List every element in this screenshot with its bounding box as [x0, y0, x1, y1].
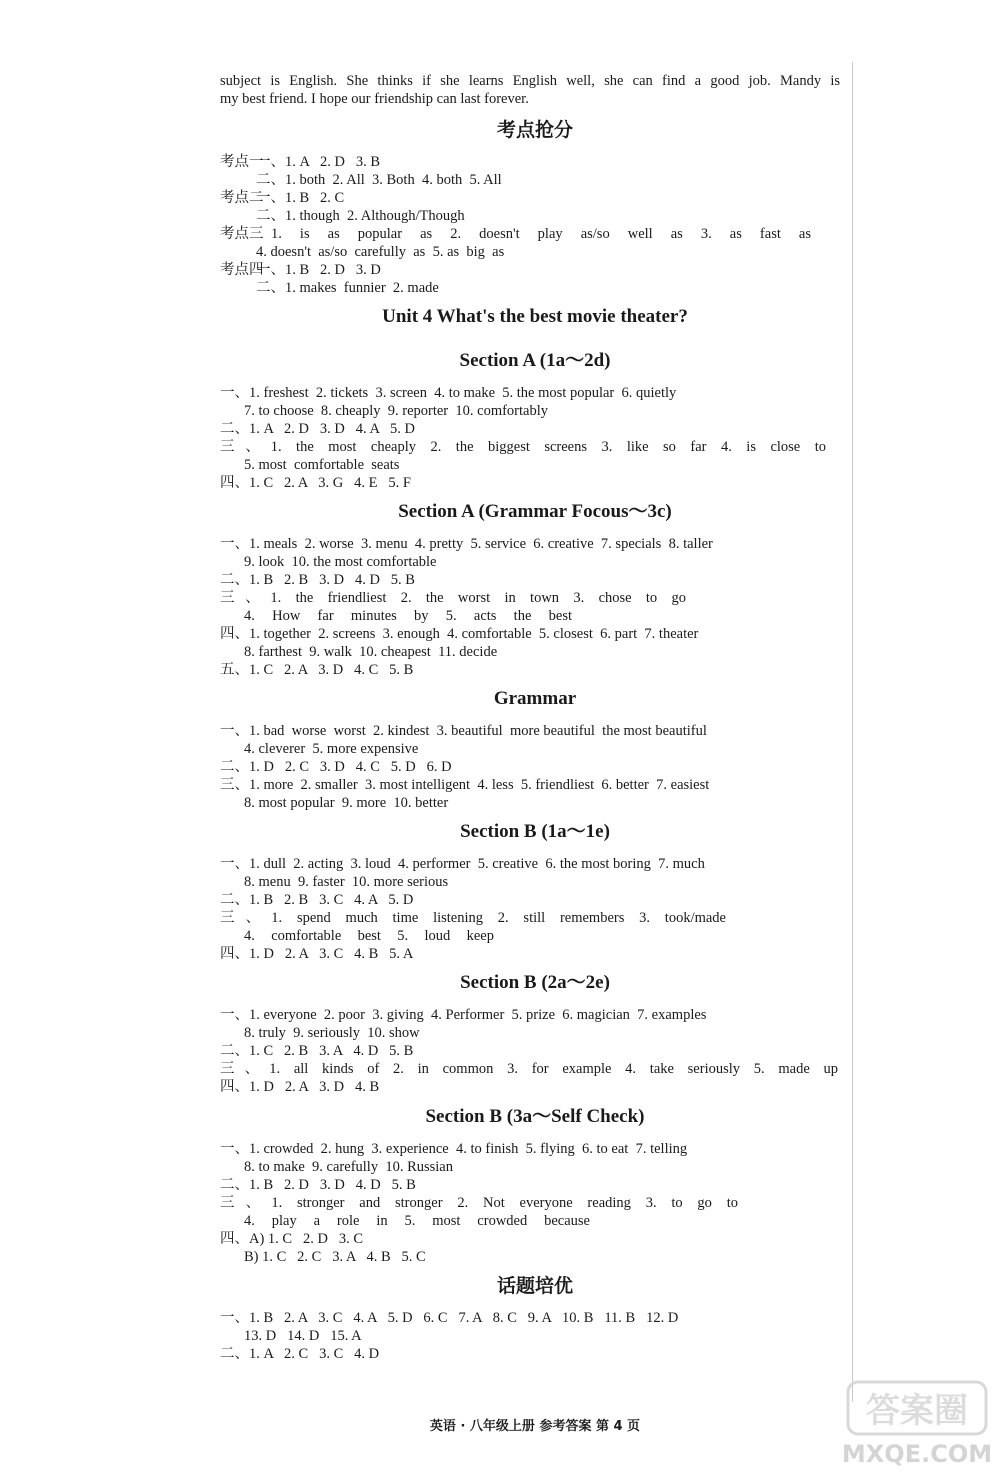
grammar-line: 二、1. D 2. C 3. D 4. C 5. D 6. D — [220, 759, 452, 775]
kaodian-4-line-2: 二、1. makes funnier 2. made — [256, 280, 439, 296]
sa2-line: 4. How far minutes by 5. acts the best — [244, 608, 572, 624]
answer-stamp-logo-icon — [842, 1380, 992, 1470]
topic-line: 二、1. A 2. C 3. C 4. D — [220, 1346, 380, 1362]
sa2-line: 8. farthest 9. walk 10. cheapest 11. decide — [244, 644, 498, 660]
topic-heading: 话题培优 — [496, 1275, 573, 1297]
intro-line-2: my best friend. I hope our friendship can last forever. — [220, 91, 529, 107]
section-b-1a-1e-heading: Section B (1a～1e) — [460, 821, 610, 842]
kaodian-1-line-1: 一、1. A 2. D 3. B — [256, 154, 381, 170]
svg-text:MXQE.COM: MXQE.COM — [842, 1440, 992, 1468]
kaodian-2-label: 考点二 — [220, 190, 264, 206]
sa2-line: 五、1. C 2. A 3. D 4. C 5. B — [220, 662, 414, 678]
sb3-line: 三、1. stronger and stronger 2. Not everyone reading 3. to go to — [220, 1195, 738, 1211]
topic-line: 13. D 14. D 15. A — [244, 1328, 362, 1344]
sb3-line: B) 1. C 2. C 3. A 4. B 5. C — [244, 1249, 426, 1265]
sa2-line: 三、1. the friendliest 2. the worst in town 3. chose to go — [220, 590, 686, 606]
kaodian-3-label: 考点三 — [220, 226, 264, 242]
sa2-line: 9. look 10. the most comfortable — [244, 554, 437, 570]
kaodian-3-line-2: 4. doesn't as/so carefully as 5. as big as — [256, 244, 505, 260]
sb2-line: 一、1. everyone 2. poor 3. giving 4. Performer 5. prize 6. magician 7. examples — [220, 1007, 707, 1023]
sb1-line: 一、1. dull 2. acting 3. loud 4. performer 5. creative 6. the most boring 7. much — [220, 856, 705, 872]
kaodian-2-line-1: 一、1. B 2. C — [256, 190, 345, 206]
page-footer: 英语 · 八年级上册 参考答案 第 4 页 — [429, 1419, 641, 1434]
sa1-line: 5. most comfortable seats — [244, 457, 400, 473]
sa1-line: 三、1. the most cheaply 2. the biggest screens 3. like so far 4. is close to — [220, 439, 826, 455]
sb1-line: 二、1. B 2. B 3. C 4. A 5. D — [220, 892, 414, 908]
section-a-1a-2d-heading: Section A (1a～2d) — [459, 350, 611, 371]
sb3-line: 4. play a role in 5. most crowded because — [244, 1213, 590, 1229]
sb1-line: 四、1. D 2. A 3. C 4. B 5. A — [220, 946, 414, 962]
grammar-line: 一、1. bad worse worst 2. kindest 3. beautiful more beautiful the most beautiful — [220, 723, 707, 739]
section-b-2a-2e-heading: Section B (2a～2e) — [460, 972, 610, 993]
grammar-line: 4. cleverer 5. more expensive — [244, 741, 419, 757]
sb1-line: 4. comfortable best 5. loud keep — [244, 928, 494, 944]
unit-title: Unit 4 What's the best movie theater? — [382, 306, 688, 327]
sb1-line: 8. menu 9. faster 10. more serious — [244, 874, 449, 890]
sa1-line: 一、1. freshest 2. tickets 3. screen 4. to make 5. the most popular 6. quietly — [220, 385, 677, 401]
intro-line-1: subject is English. She thinks if she learns English well, she can find a good job. Mandy is — [220, 73, 840, 89]
sb1-line: 三、1. spend much time listening 2. still remembers 3. took/made — [220, 910, 726, 926]
sb2-line: 二、1. C 2. B 3. A 4. D 5. B — [220, 1043, 414, 1059]
sb3-line: 一、1. crowded 2. hung 3. experience 4. to finish 5. flying 6. to eat 7. telling — [220, 1141, 688, 1157]
sa1-line: 四、1. C 2. A 3. G 4. E 5. F — [220, 475, 411, 491]
section-b-3a-self-check-heading: Section B (3a～Self Check) — [425, 1106, 645, 1127]
grammar-line: 三、1. more 2. smaller 3. most intelligent 4. less 5. friendliest 6. better 7. easiest — [220, 777, 710, 793]
kaodian-4-line-1: 一、1. B 2. D 3. D — [256, 262, 381, 278]
sa2-line: 四、1. together 2. screens 3. enough 4. comfortable 5. closest 6. part 7. theater — [220, 626, 699, 642]
kaodian-heading: 考点抢分 — [496, 119, 573, 141]
kaodian-1-label: 考点一 — [220, 154, 264, 170]
kaodian-1-line-2: 二、1. both 2. All 3. Both 4. both 5. All — [256, 172, 502, 188]
sb2-line: 三、1. all kinds of 2. in common 3. for example 4. take seriously 5. made up — [220, 1061, 838, 1077]
kaodian-4-label: 考点四 — [220, 262, 264, 278]
sb2-line: 四、1. D 2. A 3. D 4. B — [220, 1079, 380, 1095]
kaodian-2-line-2: 二、1. though 2. Although/Though — [256, 208, 465, 224]
sa1-line: 7. to choose 8. cheaply 9. reporter 10. comfortably — [244, 403, 549, 419]
svg-text:答案圈: 答案圈 — [866, 1391, 968, 1431]
topic-line: 一、1. B 2. A 3. C 4. A 5. D 6. C 7. A 8. C 9. A 10. B 11. B 12. D — [220, 1310, 679, 1326]
sb3-line: 二、1. B 2. D 3. D 4. D 5. B — [220, 1177, 416, 1193]
sb3-line: 四、A) 1. C 2. D 3. C — [220, 1231, 363, 1247]
section-a-grammar-focus-heading: Section A (Grammar Focous～3c) — [398, 501, 672, 522]
kaodian-3-line-1: 1. is as popular as 2. doesn't play as/so well as 3. as fast as — [271, 226, 811, 242]
sb2-line: 8. truly 9. seriously 10. show — [244, 1025, 420, 1041]
sb3-line: 8. to make 9. carefully 10. Russian — [244, 1159, 453, 1175]
grammar-heading: Grammar — [493, 688, 577, 709]
sa1-line: 二、1. A 2. D 3. D 4. A 5. D — [220, 421, 415, 437]
sa2-line: 二、1. B 2. B 3. D 4. D 5. B — [220, 572, 415, 588]
page-edge-rule — [852, 62, 853, 1402]
sa2-line: 一、1. meals 2. worse 3. menu 4. pretty 5. service 6. creative 7. specials 8. taller — [220, 536, 713, 552]
grammar-line: 8. most popular 9. more 10. better — [244, 795, 449, 811]
